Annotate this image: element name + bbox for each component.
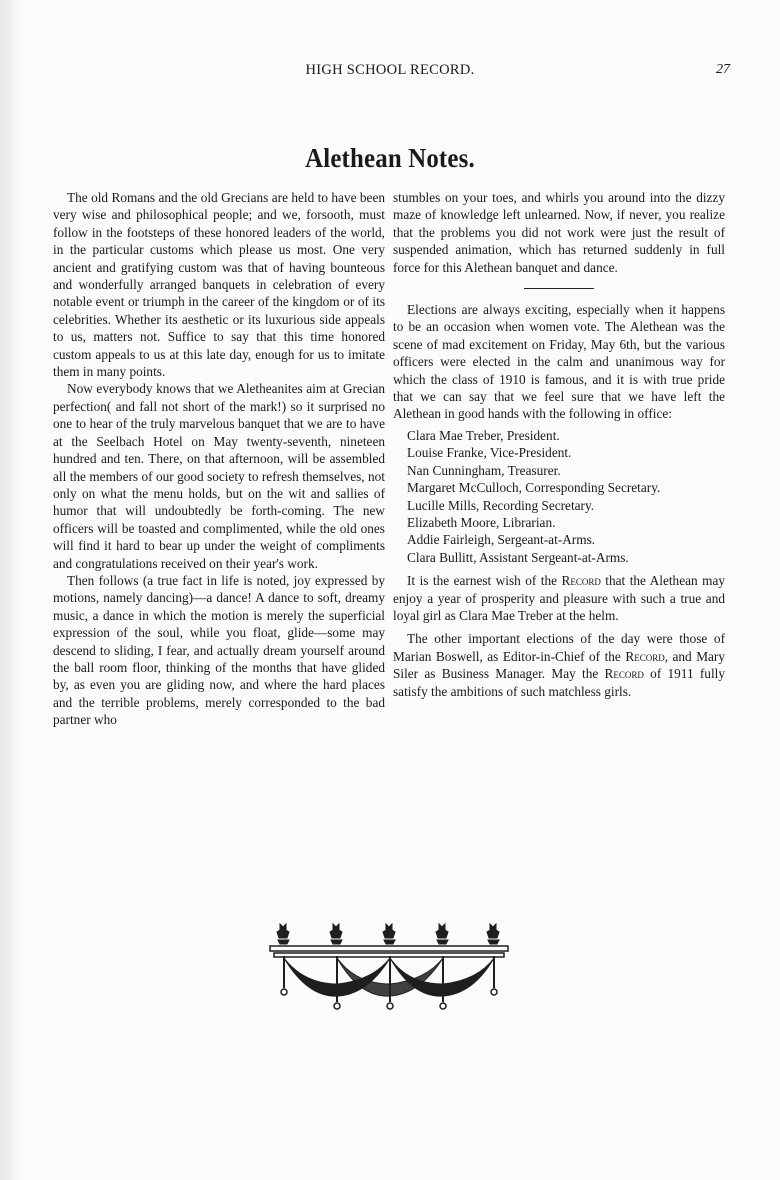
paragraph-banquet: Now everybody knows that we Aletheanites aim at Grecian perfection( and fall not short of the mark!) so it surprised no one to hear of the truly marvelous banquet that we are to have at the Seelbach Hotel on May twenty-seventh, nineteen hundred and ten. There, on that afternoon, will be assembled all the members of our good society to refresh themselves, not only on what the menu holds, but on the wit and sallies of humor that will undoubtedly be forth-coming. The new officers will be toasted and complimented, while the old ones will find it hard to bear up under the weight of compliments and congratulations received on their year's work. [53, 381, 385, 571]
left-column [53, 189, 385, 729]
officer-item: Clara Bullitt, Assistant Sergeant-at-Arms. [407, 549, 629, 565]
officer-item: Nan Cunningham, Treasurer. [407, 462, 561, 478]
paragraph-other-elections: The other important elections of the day were those of Marian Boswell, as Editor-in-Chief of the Record, and Mary Siler as Business Manager. May the Record of 1911 fully satisfy the ambitions of such matchless girls. [393, 631, 725, 699]
article-title: Alethean Notes. [305, 143, 475, 173]
record-name: Record [561, 573, 601, 589]
running-head: HIGH SCHOOL RECORD. [305, 62, 475, 78]
section-divider [524, 288, 594, 289]
officer-item: Addie Fairleigh, Sergeant-at-Arms. [407, 532, 596, 548]
record-name: Record [604, 666, 644, 682]
page-edge-shadow [0, 0, 22, 1180]
officer-item: Louise Franke, Vice-President. [407, 445, 572, 461]
officer-item: Margaret McCulloch, Corresponding Secretary. [407, 480, 661, 496]
paragraph-continuation: stumbles on your toes, and whirls you around into the dizzy maze of knowledge left unlearned. Now, if never, you realize that the problems you did not work were just the result of suspended animation, which has returned suddenly in full force for this Alethean banquet and dance. [393, 190, 725, 275]
finial-icon [277, 924, 289, 944]
record-name: Record [625, 648, 665, 664]
page-number: 27 [716, 62, 730, 77]
paragraph-wish: It is the earnest wish of the Record that the Alethean may enjoy a year of prosperity and pleasure with such a true and loyal girl as Clara Mae Treber at the helm. [393, 573, 725, 623]
paragraph-dance: Then follows (a true fact in life is noted, joy expressed by motions, namely dancing)—a dance! A dance to soft, dreamy music, a dance in which the motion is merely the superficial expression of the soul, while you float, glide—some may descend to sliding, I fear, and actually dream yourself around the ball room floor, thinking of the months that have glided by, as even you are gliding now, and where the hard places and the terrible problems, merely corresponded to the bad partner who [53, 572, 385, 728]
drapery-swag-ornament-icon [258, 918, 514, 1013]
paragraph-customs: The old Romans and the old Grecians are held to have been very wise and philosophical people; and we, forsooth, must follow in the footsteps of these honored leaders of the world, in the particular customs which please us most. One very ancient and gratifying custom was that of having bounteous and wonderfully arranged banquets in celebration of every notable event or triumph in the career of the kingdom or of its celebrities. Whether its aesthetic or its luxurious side appeals to us, matters not. Suffice to say that this time honored custom appeals to us at this late day, enough for us to imitate them in many points. [53, 190, 385, 380]
officer-item: Elizabeth Moore, Librarian. [407, 514, 556, 530]
officer-item: Lucille Mills, Recording Secretary. [407, 497, 595, 513]
paragraph-elections: Elections are always exciting, especially when it happens to be an occasion when women vote. The Alethean was the scene of mad excitement on Friday, May 6th, but the various officers were elected in the calm and unanimous way for which the class of 1910 is famous, and it is with true pride that we can say that we feel sure that we have left the Alethean in good hands with the following in office: [393, 302, 725, 422]
officer-item: Clara Mae Treber, President. [407, 427, 560, 443]
right-column [393, 189, 725, 700]
officers-list [407, 427, 725, 566]
